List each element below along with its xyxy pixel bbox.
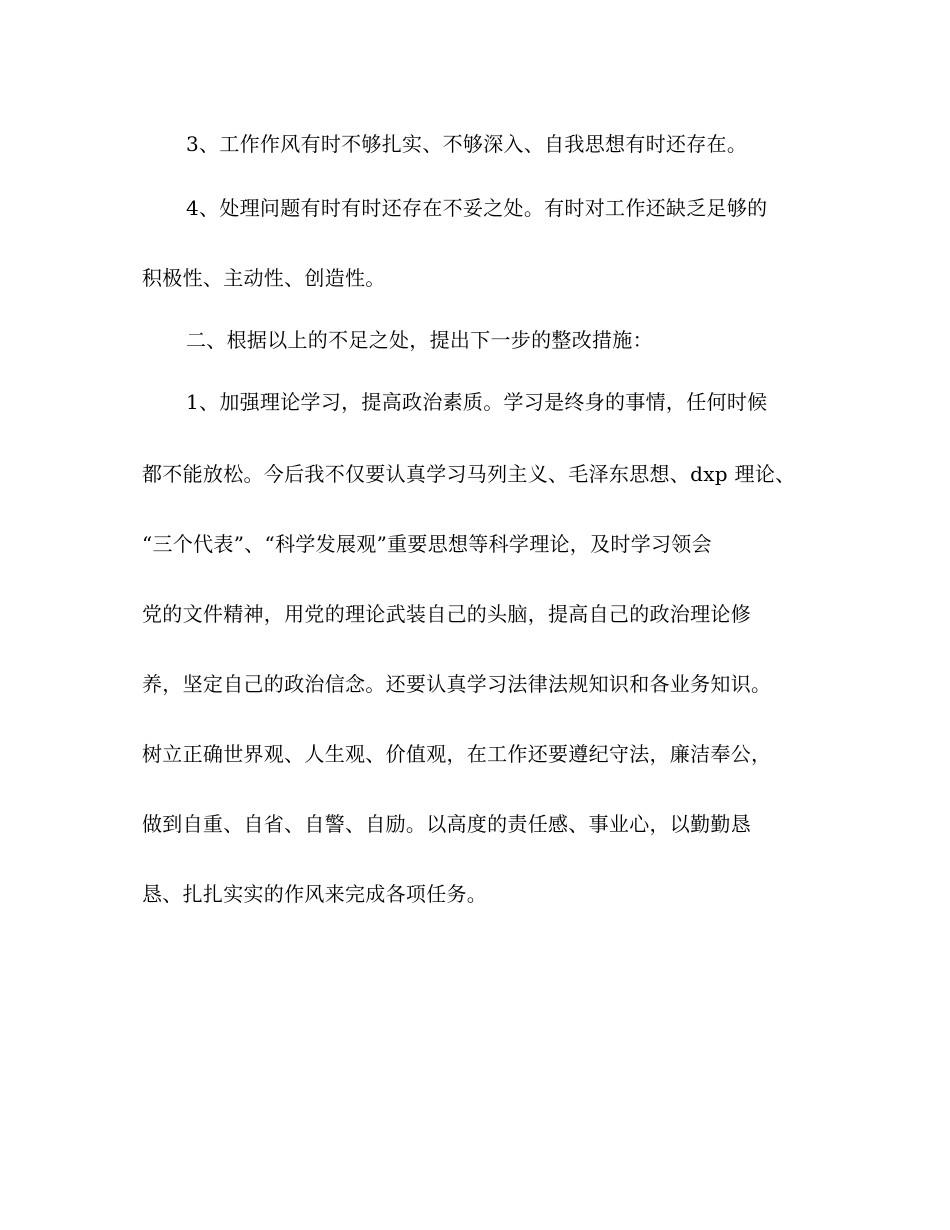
text-line: 积极性、主动性、创造性。 [142,266,386,290]
text-line: 恳、扎扎实实的作风来完成各项任务。 [142,882,488,906]
text-line: 树立正确世界观、人生观、价值观，在工作还要遵纪守法，廉洁奉公， [142,742,772,766]
text-line: 养，坚定自己的政治信念。还要认真学习法律法规知识和各业务知识。 [142,672,772,696]
text-line: 都不能放松。今后我不仅要认真学习马列主义、毛泽东思想、dxp 理论、 [142,462,796,486]
text-line: 1、加强理论学习，提高政治素质。学习是终身的事情，任何时候 [186,390,768,414]
section-heading: 二、根据以上的不足之处，提出下一步的整改措施： [186,328,653,352]
text-line: 3、工作作风有时不够扎实、不够深入、自我思想有时还存在。 [186,132,748,156]
text-line: 党的文件精神，用党的理论武装自己的头脑，提高自己的政治理论修 [142,602,751,626]
text-line: 做到自重、自省、自警、自励。以高度的责任感、事业心，以勤勤恳 [142,812,751,836]
text-line: 4、处理问题有时有时还存在不妥之处。有时对工作还缺乏足够的 [186,196,768,220]
text-line: “三个代表”、“科学发展观”重要思想等科学理论，及时学习领会 [142,532,712,556]
